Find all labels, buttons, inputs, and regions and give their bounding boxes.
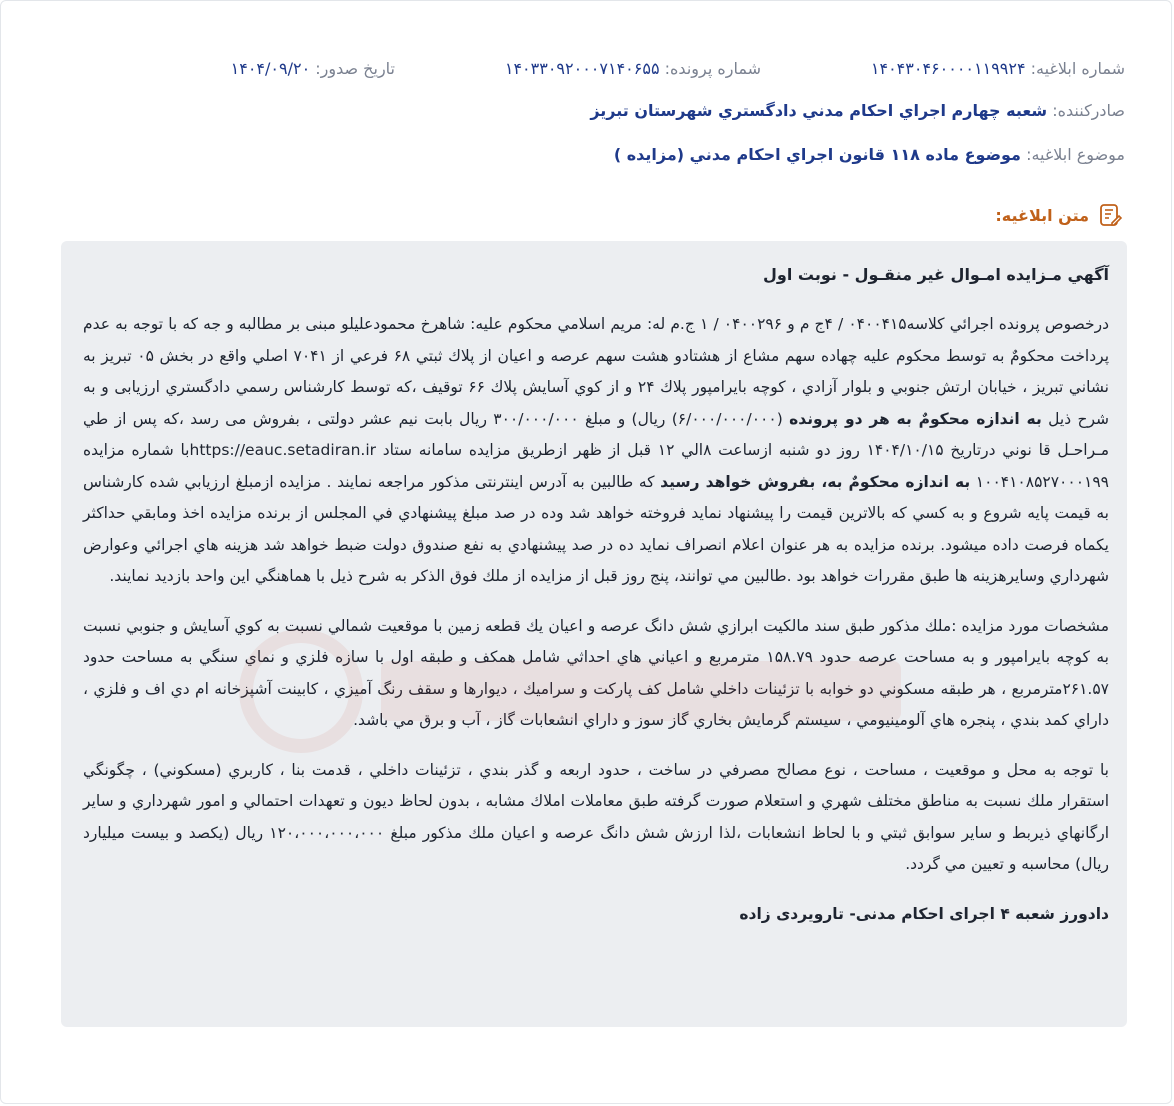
notice-body [61, 241, 1127, 1027]
p1-part-f: كه طالبين به آدرس اينترنتی مذكور مراجعه نمايند . مزايده ازمبلغ ارزيابي شده كارشناس به قيمت پايه شروع و به كسي كه بالاترين قيمت را پيشنهاد نمايد فروخته خواهد شد وده در صد مبلغ پيشنهادي في المجلس از برنده مزايده اخذ ومابقي حداكثر يكماه فرصت داده ميشود. برنده مزايده به هر عنوان اعلام انصراف نمايد ده در صد پيشنهادي به نفع صندوق دولت ضبط خواهد شد هزينه هاي اجرائي وعوارض شهرداري وسايرهزينه ها طبق مقررات خواهد بود .طالبين مي توانند، پنج روز قبل از مزايده از ملك فوق الذكر به شرح ذيل با هماهنگي اين واحد بازديد نمايند. [83, 472, 1109, 585]
paragraph-3: با توجه به محل و موقعيت ، مساحت ، نوع مصالح مصرفي در ساخت ، حدود اربعه و گذر بندي ، تزئينات داخلي ، قدمت بنا ، كاربري (مسكوني) ، چگونگي استقرار ملك نسبت به مناطق مختلف شهري و استعلام صورت گرفته طبق معاملات املاك مشابه ، بدون لحاظ ديون و تعهدات احتمالي و امور شهرداري و ساير ارگانهاي ذيربط و ساير سوابق ثبتي و با لحاظ انشعابات ،لذا ارزش شش دانگ عرصه و اعيان ملك مذكور مبلغ ۱۲۰،۰۰۰،۰۰۰،۰۰۰ ريال (يكصد و بيست ميليارد ريال) محاسبه و تعيين مي گردد. [83, 760, 1110, 873]
subject-line [614, 145, 1125, 164]
notice-heading: آگهي مـزايده امـوال غير منقـول - نوبت اول [763, 265, 1109, 284]
issuer-value: شعبه چهارم اجراي احكام مدني دادگستري شهرستان تبريز [590, 101, 1048, 120]
issue-date [231, 59, 395, 78]
p1-part-a: درخصوص پرونده اجرائي كلاسه۰۴۰۰۴۱۵ / ۴ج م و ۰۴۰۰۲۹۶ / ۱ ج.م له: مريم اسلامي محكوم عليه: شاهرخ محمودعليلو مبنی بر مطالبه و جه كه با توجه به عدم پرداخت محكومٌ به توسط محكوم عليه چهاده سهم مشاع از هشتادو هشت سهم عرصه و اعيان از پلاك ثبتي ۶۸ فرعي از ۷۰۴۱ اصلي واقع در بخش ۰۵ تبريز به نشاني تبريز ، خيابان ارتش جنوبي و بلوار آزادي ، كوچه بايرامپور پلاك ۲۴ و از كوي آسايش پلاك ۶۶ توقيف ،كه توسط كارشناس رسمي دادگستري ارزيابى و به شرح ذيل [83, 315, 1110, 428]
issue-date-value: ۱۴۰۴/۰۹/۲۰ [230, 59, 311, 78]
subject-value: موضوع ماده ۱۱۸ قانون اجراي احكام مدني (مزايده ) [613, 145, 1021, 164]
p1-bold-1: به اندازه محكومٌ به هر دو پرونده [789, 409, 1042, 428]
notice-number-label: شماره ابلاغيه: [1030, 59, 1125, 78]
section-title: متن ابلاغيه: [995, 205, 1089, 225]
document-edit-icon [1097, 202, 1123, 228]
paragraph-1: درخصوص پرونده اجرائي كلاسه۰۴۰۰۴۱۵ / ۴ج م و ۰۴۰۰۲۹۶ / ۱ ج.م له: مريم اسلامي محكوم عليه: شاهرخ محمودعليلو مبنی بر مطالبه و جه كه با توجه به عدم پرداخت محكومٌ به توسط محكوم عليه چهاده سهم مشاع از هشتادو هشت سهم عرصه و اعيان از پلاك ثبتي ۶۸ فرعي از ۷۰۴۱ اصلي واقع در بخش ۰۵ تبريز به نشاني تبريز ، خيابان ارتش جنوبي و بلوار آزادي ، كوچه بايرامپور پلاك ۲۴ و از كوي آسايش پلاك ۶۶ توقيف ،كه توسط كارشناس رسمي دادگستري ارزيابى و به شرح ذيل به اندازه محكومٌ به هر دو پرونده (۶/۰۰۰/۰۰۰/۰۰۰) ريال) و مبلغ ۳۰۰/۰۰۰/۰۰۰ ريال بابت نيم عشر دولتی ، بفروش مى رسد ،كه پس از طي مـراحـل قا نوني درتاريخ ۱۴۰۴/۱۰/۱۵ روز دو شنبه ازساعت ۸الي ۱۲ قبل از ظهر ازطريق مزايده سامانه ستاد https://eauc.setadiran.irبا شماره مزايده ۱۰۰۴۱۰۸۵۲۷۰۰۰۱۹۹ به اندازه محكومٌ به، بفروش خواهد رسيد كه طالبين به آدرس اينترنتی مذكور مراجعه نمايند . مزايده ازمبلغ ارزيابي شده كارشناس به قيمت پايه شروع و به كسي كه بالاترين قيمت را پيشنهاد نمايد فروخته خواهد شد وده در صد مبلغ پيشنهادي في المجلس از برنده مزايده اخذ ومابقي حداكثر يكماه فرصت داده ميشود. برنده مزايده به هر عنوان اعلام انصراف نمايد ده در صد پيشنهادي به نفع صندوق دولت ضبط خواهد شد هزينه هاي اجرائي وعوارض شهرداري وسايرهزينه ها طبق مقررات خواهد بود .طالبين مي توانند، پنج روز قبل از مزايده از ملك فوق الذكر به شرح ذيل با هماهنگي اين واحد بازديد نمايند. [83, 315, 1110, 585]
p1-bold-2: به اندازه محكومٌ به، بفروش خواهد رسيد [660, 472, 971, 491]
signature: دادورز شعبه ۴ اجرای احکام مدنی- تارویردی زاده [739, 904, 1109, 923]
subject-label: موضوع ابلاغيه: [1026, 145, 1125, 164]
case-number-label: شماره پرونده: [664, 59, 761, 78]
section-header [995, 201, 1123, 229]
issue-date-label: تاريخ صدور: [315, 59, 395, 78]
paragraph-2: مشخصات مورد مزايده :ملك مذكور طبق سند مالكيت ابرازي شش دانگ عرصه و اعيان يك قطعه زمين با موقعيت شمالي نسبت به كوي آسايش و جنوبي نسبت به كوچه بايرامپور و به مساحت عرصه حدود ۱۵۸.۷۹ مترمربع و اعياني هاي احداثي شامل همكف و طبقه اول با سازه فلزي و نماي سنگي به مساحت حدود ۲۶۱.۵۷مترمربع ، هر طبقه مسكوني دو خوابه با تزئينات داخلي شامل كف پاركت و سراميك ، ديوارها و سقف رنگ آميزي ، كابينت آشپزخانه ام دي اف و فلزي ، داراي كمد بندي ، پنجره هاي آلومينيومي ، سيستم گرمايش بخاري گاز سوز و داراي انشعابات گاز ، آب و برق مي باشد. [83, 616, 1109, 729]
notice-number-value: ۱۴۰۴۳۰۴۶۰۰۰۰۱۱۹۹۲۴ [870, 59, 1026, 78]
meta-row [45, 59, 1125, 83]
issuer-label: صادرکننده: [1052, 101, 1125, 120]
p1-part-c: ۶/۰۰۰/۰۰۰/۰۰۰) ريال) و مبلغ ۳۰۰/۰۰۰/۰۰۰ ريال بابت نيم عشر دولتی ، بفروش مى رسد ،كه پس از طي مـراحـل قا نوني درتاريخ ۱۴۰۴/۱۰/۱۵ روز دو شنبه ازساعت ۸الي ۱۲ قبل از ظهر ازطريق مزايده سامانه ستاد [83, 409, 1109, 459]
issuer-line [590, 101, 1125, 120]
notice-number [871, 59, 1125, 78]
case-number-value: ۱۴۰۳۳۰۹۲۰۰۰۷۱۴۰۶۵۵ [504, 59, 660, 78]
p1-part-d: با شماره مزايده ۱۰۰۴۱۰۸۵۲۷۰۰۰۱۹۹ [83, 441, 1109, 491]
case-number [505, 59, 761, 78]
setad-link[interactable]: https://eauc.setadiran.ir [189, 441, 376, 459]
